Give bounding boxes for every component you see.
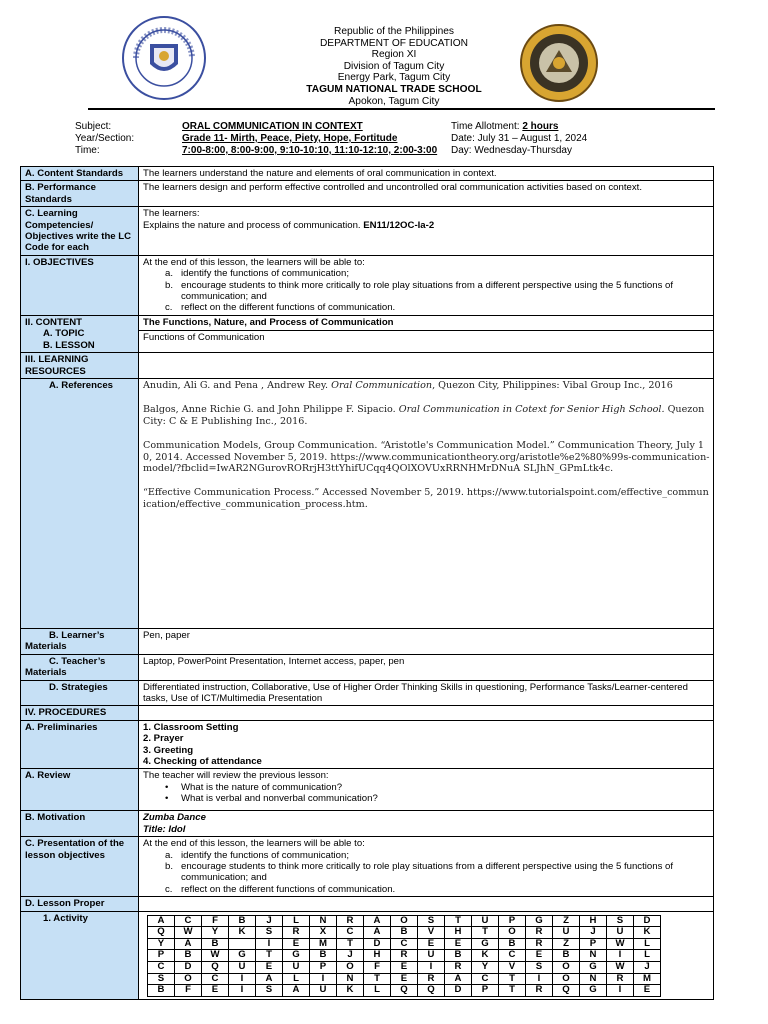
header-school-name: TAGUM NATIONAL TRADE SCHOOL [306,83,482,95]
grid-cell: O [175,973,202,985]
row-competencies [21,207,714,256]
references-label-cell [21,378,139,628]
presentation-marker: a. [165,849,174,861]
row-references [21,378,714,628]
grid-cell: G [526,915,553,927]
row-objectives [21,255,714,315]
objective-item [165,280,710,303]
reference-text: Anudin, Ali G. and Pena , Andrew Rey. [143,379,332,391]
presentation-marker: c. [165,883,173,895]
grid-cell: I [526,973,553,985]
grid-cell: L [283,973,310,985]
grid-cell: B [445,950,472,962]
grid-cell: C [148,962,175,974]
preliminaries-list [139,720,714,769]
grid-row [148,985,661,997]
grid-cell: P [472,985,499,997]
grid-cell [229,938,256,950]
learners-materials-label-cell [21,628,139,654]
objectives-list [165,268,710,314]
grid-cell: O [499,927,526,939]
objective-text: reflect on the different functions of communication. [181,302,396,314]
grid-cell: R [283,927,310,939]
grid-cell: C [175,915,202,927]
subject-value: ORAL COMMUNICATION IN CONTEXT [182,121,363,132]
activity-label-cell [21,911,139,999]
reference-item [143,404,710,427]
time-allotment [451,121,587,133]
grid-cell: U [553,927,580,939]
competencies-cell [139,207,714,256]
grid-cell: A [148,915,175,927]
topic-label: A. TOPIC [43,328,85,340]
row-performance-standards [21,181,714,207]
grid-cell: S [526,962,553,974]
presentation-item [165,850,710,861]
review-list [165,782,710,805]
teachers-materials-label-cell [21,654,139,680]
header-department: DEPARTMENT OF EDUCATION [319,37,469,49]
objective-text: encourage students to think more critically to role play situations from a different perspective using the 5 functions of communication; and [181,279,674,303]
reference-text: , Quezon City, Philippines: Vibal Group Inc., 2016 [432,379,673,391]
review-intro: The teacher will review the previous lesson: [143,770,329,782]
grid-cell: I [256,938,283,950]
lesson-proper-empty [139,897,714,911]
procedures-empty [139,706,714,720]
grid-cell: N [310,915,337,927]
time-label: Time: [75,145,100,156]
presentation-label: C. Presentation of the lesson objectives [21,837,139,897]
objective-text: identify the functions of communication; [181,268,349,280]
activity-cell [139,911,714,999]
learners-materials-text: Pen, paper [139,628,714,654]
content-label: II. CONTENT [25,316,83,328]
activity-label: 1. Activity [43,912,88,924]
presentation-text: identify the functions of communication; [181,849,349,861]
row-lesson-proper [21,897,714,911]
grid-cell: G [580,985,607,997]
grid-cell: R [337,915,364,927]
grid-cell: U [310,985,337,997]
grid-cell: L [364,985,391,997]
grid-cell: B [499,938,526,950]
grid-cell: D [175,962,202,974]
reference-text: Quezon City: C & E Publishing Inc., 2016. [143,404,705,427]
grid-cell: N [580,973,607,985]
grid-cell: W [607,962,634,974]
grid-cell: X [310,927,337,939]
performance-standards-text: The learners design and perform effective controlled and uncontrolled oral communication activities based on context. [139,181,714,207]
reference-item [143,487,710,510]
competencies-intro: The learners: [143,208,200,220]
grid-cell: P [580,938,607,950]
presentation-list [165,850,710,896]
content-standards-text: The learners understand the nature and elements of oral communication in context. [139,167,714,181]
grid-cell: O [553,973,580,985]
objectives-cell [139,255,714,315]
presentation-item [165,861,710,884]
grid-cell: W [175,927,202,939]
grid-cell: T [364,973,391,985]
day-value: Day: Wednesday-Thursday [451,145,572,156]
learning-resources-label: III. LEARNING RESOURCES [21,353,139,379]
grid-cell: R [391,950,418,962]
teachers-materials-text: Laptop, PowerPoint Presentation, Internet access, paper, pen [139,654,714,680]
grid-cell: E [418,938,445,950]
grid-cell: O [391,915,418,927]
teachers-materials-label: C. Teacher’s Materials [25,655,106,679]
grid-cell: A [283,985,310,997]
grid-cell: H [580,915,607,927]
grid-cell: J [337,950,364,962]
grid-cell: Q [202,962,229,974]
row-learners-materials [21,628,714,654]
motivation-label: B. Motivation [21,811,139,837]
grid-cell: T [499,985,526,997]
time-allotment-label: Time Allotment: [451,121,520,132]
grid-cell: T [445,915,472,927]
reference-text: Communication Models, Group Communication. “Aristotle's Communication Model.” Communication Theory, July 10, 2014. Accessed November 5, 2019. https://www.communicationtheory.org/aristotle%e2%80%99s-communication-model/?fbclid=IwAR2NGurovRORrjH3ttYhifUCqq4QOlXOVUxRRNHMrDNuA SLJhN_GPmLtk4c. [143,440,710,474]
grid-cell: O [337,962,364,974]
references-cell [139,378,714,628]
preliminary-item: 4. Checking of attendance [143,755,262,767]
grid-cell: E [391,973,418,985]
row-learning-resources [21,353,714,379]
procedures-label: IV. PROCEDURES [21,706,139,720]
grid-cell: F [175,985,202,997]
references-label: A. References [49,379,113,391]
grid-cell: B [229,915,256,927]
grid-row [148,915,661,927]
grid-cell: Z [553,915,580,927]
competencies-line [143,220,710,231]
grid-cell: Y [472,962,499,974]
grid-cell: R [526,985,553,997]
review-item: • What is the nature of communication? [165,782,710,793]
reference-item [143,380,710,391]
grid-cell: R [418,973,445,985]
review-item: • What is verbal and nonverbal communication? [165,793,710,804]
grid-row [148,973,661,985]
grid-cell: A [175,938,202,950]
learning-resources-empty [139,353,714,379]
strategies-label: D. Strategies [49,681,108,693]
grid-cell: Y [148,938,175,950]
grid-cell: K [229,927,256,939]
grid-cell: M [310,938,337,950]
school-header [284,26,504,107]
reference-text: “Effective Communication Process.” Accessed November 5, 2019. https://www.tutorialspoint.com/effective_communication/effective_communication_process.htm. [143,487,709,510]
grid-cell: J [634,962,661,974]
motivation-activity: Zumba Dance [143,812,206,824]
grid-cell: C [337,927,364,939]
grid-cell: A [364,915,391,927]
grid-cell: E [445,938,472,950]
grid-cell: C [499,950,526,962]
grid-cell: I [229,973,256,985]
review-cell [139,769,714,811]
grid-cell: B [391,927,418,939]
grid-cell: S [607,915,634,927]
grid-cell: Q [148,927,175,939]
grid-cell: G [472,938,499,950]
grid-cell: E [256,962,283,974]
grid-cell: Q [391,985,418,997]
grid-cell: U [472,915,499,927]
objective-marker: b. [165,279,174,291]
grid-cell: A [445,973,472,985]
grid-cell: B [148,985,175,997]
grid-cell: J [580,927,607,939]
reference-text: Balgos, Anne Richie G. and John Philippe F. Sipacio. [143,404,399,416]
grid-cell: G [229,950,256,962]
grid-cell: L [634,938,661,950]
time-allotment-value: 2 hours [522,121,559,132]
lesson-label: B. LESSON [43,339,95,351]
presentation-text: encourage students to think more critically to role play situations from a different perspective using the 5 functions of communication; and [181,861,674,884]
grid-cell: P [310,962,337,974]
date-value: Date: July 31 – August 1, 2024 [451,133,588,144]
grid-cell: T [472,927,499,939]
grid-cell: Y [202,927,229,939]
grid-row [148,938,661,950]
grid-cell: S [256,927,283,939]
meta-values [182,121,437,157]
grid-cell: D [445,985,472,997]
grid-cell: Q [553,985,580,997]
grid-cell: Z [553,938,580,950]
grid-cell: A [364,927,391,939]
preliminaries-label: A. Preliminaries [21,720,139,769]
grid-cell: R [445,962,472,974]
preliminary-item: 2. Prayer [143,733,184,745]
grid-cell: W [607,938,634,950]
row-content-standards [21,167,714,181]
grid-cell: T [256,950,283,962]
motivation-title: Title: Idol [143,823,186,835]
strategies-label-cell [21,680,139,706]
header-city: Energy Park, Tagum City [337,72,451,84]
meta-labels [75,121,134,157]
word-search-grid [147,915,661,997]
grid-cell: E [202,985,229,997]
content-label-cell [21,315,139,352]
competencies-label: C. Learning Competencies/ Objectives write the LC Code for each [21,207,139,256]
grid-cell: E [391,962,418,974]
deped-seal [116,14,212,102]
grid-cell: K [472,950,499,962]
grid-cell: T [337,938,364,950]
lesson-proper-label: D. Lesson Proper [21,897,139,911]
grid-cell: S [418,915,445,927]
grid-cell: U [283,962,310,974]
topic-text: The Functions, Nature, and Process of Communication [139,315,714,330]
grid-row [148,927,661,939]
lesson-plan-table [20,166,714,1000]
grid-cell: K [337,985,364,997]
grid-cell: F [202,915,229,927]
grid-cell: O [553,962,580,974]
grid-cell: U [607,927,634,939]
row-activity [21,911,714,999]
grid-cell: E [634,985,661,997]
grid-cell: P [499,915,526,927]
presentation-text: reflect on the different functions of communication. [181,883,396,895]
row-procedures [21,706,714,720]
grid-cell: G [580,962,607,974]
grid-cell: M [634,973,661,985]
grid-cell: I [229,985,256,997]
grid-cell: E [526,950,553,962]
grid-cell: N [580,950,607,962]
grid-cell: W [202,950,229,962]
preliminary-item: 1. Classroom Setting [143,721,239,733]
year-label: Year/Section: [75,133,135,144]
grid-cell: C [202,973,229,985]
grid-cell: I [418,962,445,974]
grid-cell: H [364,950,391,962]
time-value: 7:00-8:00, 8:00-9:00, 9:10-10:10, 11:10-12:10, 2:00-3:00 [182,145,438,156]
learners-materials-label: B. Learner’s Materials [25,629,105,653]
objective-item [165,302,710,313]
grid-cell: V [499,962,526,974]
grid-cell: B [175,950,202,962]
row-strategies [21,680,714,706]
presentation-intro: At the end of this lesson, the learners will be able to: [143,838,365,850]
grid-cell: U [418,950,445,962]
reference-title: Oral Communication [331,379,433,391]
header-divider [88,108,715,110]
objective-marker: a. [165,268,174,280]
performance-standards-label: B. Performance Standards [21,181,139,207]
grid-cell: L [283,915,310,927]
grid-cell: C [472,973,499,985]
lesson-text: Functions of Communication [139,330,714,353]
reference-title: Oral Communication in Cotext for Senior High School. [398,404,665,416]
grid-cell: D [634,915,661,927]
grid-cell: R [526,927,553,939]
objectives-intro: At the end of this lesson, the learners will be able to: [143,256,365,268]
grid-cell: F [364,962,391,974]
row-presentation [21,837,714,897]
grid-cell: H [445,927,472,939]
grid-cell: P [148,950,175,962]
presentation-cell [139,837,714,897]
grid-cell: G [283,950,310,962]
school-seal [514,22,604,104]
row-content-topic [21,315,714,330]
presentation-item [165,884,710,895]
grid-row [148,950,661,962]
header-region: Region XI [371,49,417,61]
row-preliminaries [21,720,714,769]
grid-cell: J [256,915,283,927]
grid-cell: S [148,973,175,985]
grid-cell: S [256,985,283,997]
objectives-label: I. OBJECTIVES [21,255,139,315]
row-review [21,769,714,811]
grid-cell: B [202,938,229,950]
grid-cell: A [256,973,283,985]
objective-item [165,268,710,279]
grid-cell: Q [418,985,445,997]
header-address: Apokon, Tagum City [348,95,440,107]
grid-cell: I [310,973,337,985]
grid-row [148,962,661,974]
reference-item [143,440,710,474]
grid-cell: B [310,950,337,962]
competencies-text: Explains the nature and process of communication. [143,219,364,231]
grid-cell: L [634,950,661,962]
strategies-text: Differentiated instruction, Collaborative, Use of Higher Order Thinking Skills in questioning, Performance Tasks/Learner-centered tasks, Use of ICT/Multimedia Presentation [139,680,714,706]
grid-cell: B [553,950,580,962]
subject-label: Subject: [75,121,112,132]
content-standards-label: A. Content Standards [21,167,139,181]
year-value: Grade 11- Mirth, Peace, Piety, Hope, Fortitude [182,133,398,144]
meta-schedule [451,121,587,157]
preliminary-item: 3. Greeting [143,744,194,756]
motivation-cell [139,811,714,837]
grid-cell: I [607,985,634,997]
row-motivation [21,811,714,837]
grid-cell: R [526,938,553,950]
grid-cell: R [607,973,634,985]
objective-marker: c. [165,302,173,314]
row-teachers-materials [21,654,714,680]
grid-cell: D [364,938,391,950]
header-division: Division of Tagum City [343,60,445,72]
grid-cell: V [418,927,445,939]
grid-cell: E [283,938,310,950]
review-label: A. Review [21,769,139,811]
header-republic: Republic of the Philippines [333,26,455,37]
grid-cell: I [607,950,634,962]
presentation-marker: b. [165,861,174,872]
grid-cell: C [391,938,418,950]
grid-cell: U [229,962,256,974]
grid-cell: T [499,973,526,985]
grid-cell: K [634,927,661,939]
competency-code: EN11/12OC-Ia-2 [363,219,435,231]
grid-cell: N [337,973,364,985]
